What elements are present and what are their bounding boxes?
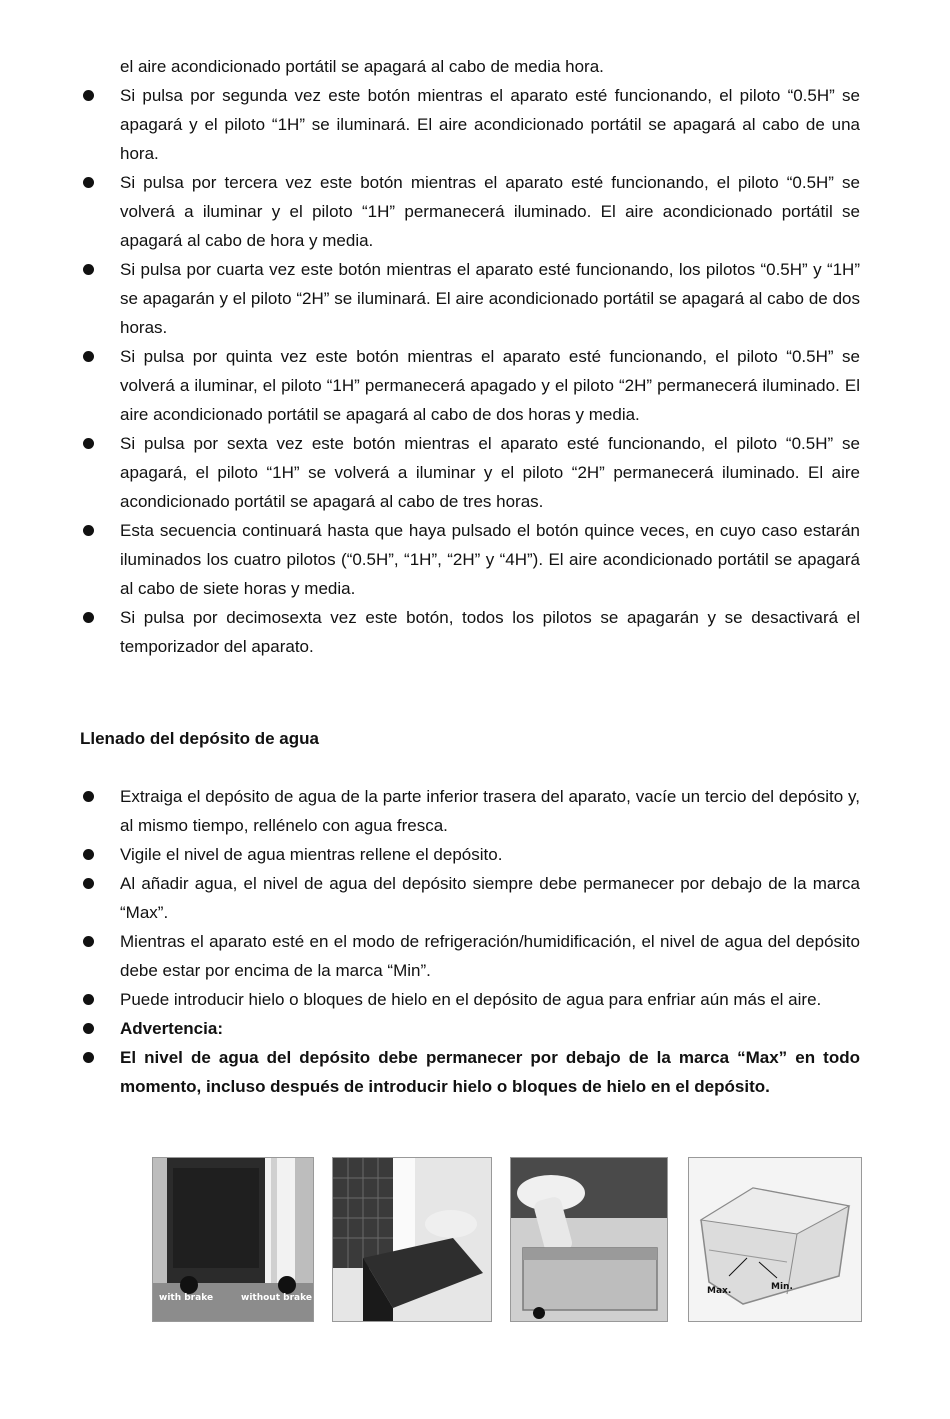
bullet-icon [83,791,94,802]
list-item: Puede introducir hielo o bloques de hielo en el depósito de agua para enfriar aún más el aire. [80,985,860,1014]
list-item: Esta secuencia continuará hasta que haya pulsado el botón quince veces, en cuyo caso estarán iluminados los cuatro pilotos (“0.5H”, “1H”, “2H” y “4H”). El aire acondicionado portátil se apagará al cabo de siete horas y media. [80,516,860,603]
tank-marks-illustration [689,1158,861,1321]
bullet-icon [83,994,94,1005]
water-tank-list [80,782,860,1101]
list-item: Extraiga el depósito de agua de la parte inferior trasera del aparato, vacíe un tercio del depósito y, al mismo tiempo, rellénelo con agua fresca. [80,782,860,840]
warning-text-item: El nivel de agua del depósito debe permanecer por debajo de la marca “Max” en todo momento, incluso después de introducir hielo o bloques de hielo en el depósito. [80,1043,860,1101]
warning-title-item: Advertencia: [80,1014,860,1043]
caption-min: Min. [771,1282,793,1292]
bullet-icon [83,438,94,449]
bullet-icon [83,849,94,860]
list-item: Si pulsa por sexta vez este botón mientras el aparato esté funcionando, el piloto “0.5H” se apagará, el piloto “1H” se volverá a iluminar y el piloto “2H” permanecerá iluminado. El aire acondicionado portátil se apagará al cabo de tres horas. [80,429,860,516]
caption-with-brake: with brake [159,1293,214,1303]
list-item: Si pulsa por cuarta vez este botón mientras el aparato esté funcionando, los pilotos “0.5H” y “1H” se apagarán y el piloto “2H” se iluminará. El aire acondicionado portátil se apagará al cabo de dos horas. [80,255,860,342]
list-item: Al añadir agua, el nivel de agua del depósito siempre debe permanecer por debajo de la marca “Max”. [80,869,860,927]
list-item: Mientras el aparato esté en el modo de refrigeración/humidificación, el nivel de agua del depósito debe estar por encima de la marca “Min”. [80,927,860,985]
section-heading: Llenado del depósito de agua [80,729,319,748]
list-item: Si pulsa por quinta vez este botón mientras el aparato esté funcionando, el piloto “0.5H” se volverá a iluminar, el piloto “1H” permanecerá apagado y el piloto “2H” permanecerá iluminado. El aire acondicionado portátil se apagará al cabo de dos horas y media. [80,342,860,429]
timer-sequence-list [80,81,860,661]
bullet-icon [83,525,94,536]
photo-tank-level-marks [688,1157,862,1322]
bullet-icon [83,612,94,623]
photo-strip [152,1157,862,1320]
list-item: Si pulsa por tercera vez este botón mientras el aparato esté funcionando, el piloto “0.5H” se volverá a iluminar y el piloto “1H” permanecerá iluminado. El aire acondicionado portátil se apagará al cabo de hora y media. [80,168,860,255]
bullet-icon [83,1023,94,1034]
pouring-water-illustration [511,1158,667,1321]
bullet-icon [83,264,94,275]
bullet-icon [83,90,94,101]
photo-tank-removal [332,1157,492,1322]
caption-without-brake: without brake [241,1293,312,1303]
photo-pouring-water [510,1157,668,1322]
list-item: Si pulsa por decimosexta vez este botón, todos los pilotos se apagarán y se desactivará el temporizador del aparato. [80,603,860,661]
list-item: Si pulsa por segunda vez este botón mientras el aparato esté funcionando, el piloto “0.5H” se apagará y el piloto “1H” se iluminará. El aire acondicionado portátil se apagará al cabo de una hora. [80,81,860,168]
bullet-icon [83,351,94,362]
tank-removal-illustration [333,1158,491,1321]
bullet-icon [83,177,94,188]
list-item: Vigile el nivel de agua mientras rellene el depósito. [80,840,860,869]
bullet-icon [83,878,94,889]
bullet-icon [83,936,94,947]
bullet-icon [83,1052,94,1063]
caption-max: Max. [707,1286,732,1296]
lead-paragraph: el aire acondicionado portátil se apagará al cabo de media hora. [120,57,604,76]
photo-unit-wheels [152,1157,314,1322]
